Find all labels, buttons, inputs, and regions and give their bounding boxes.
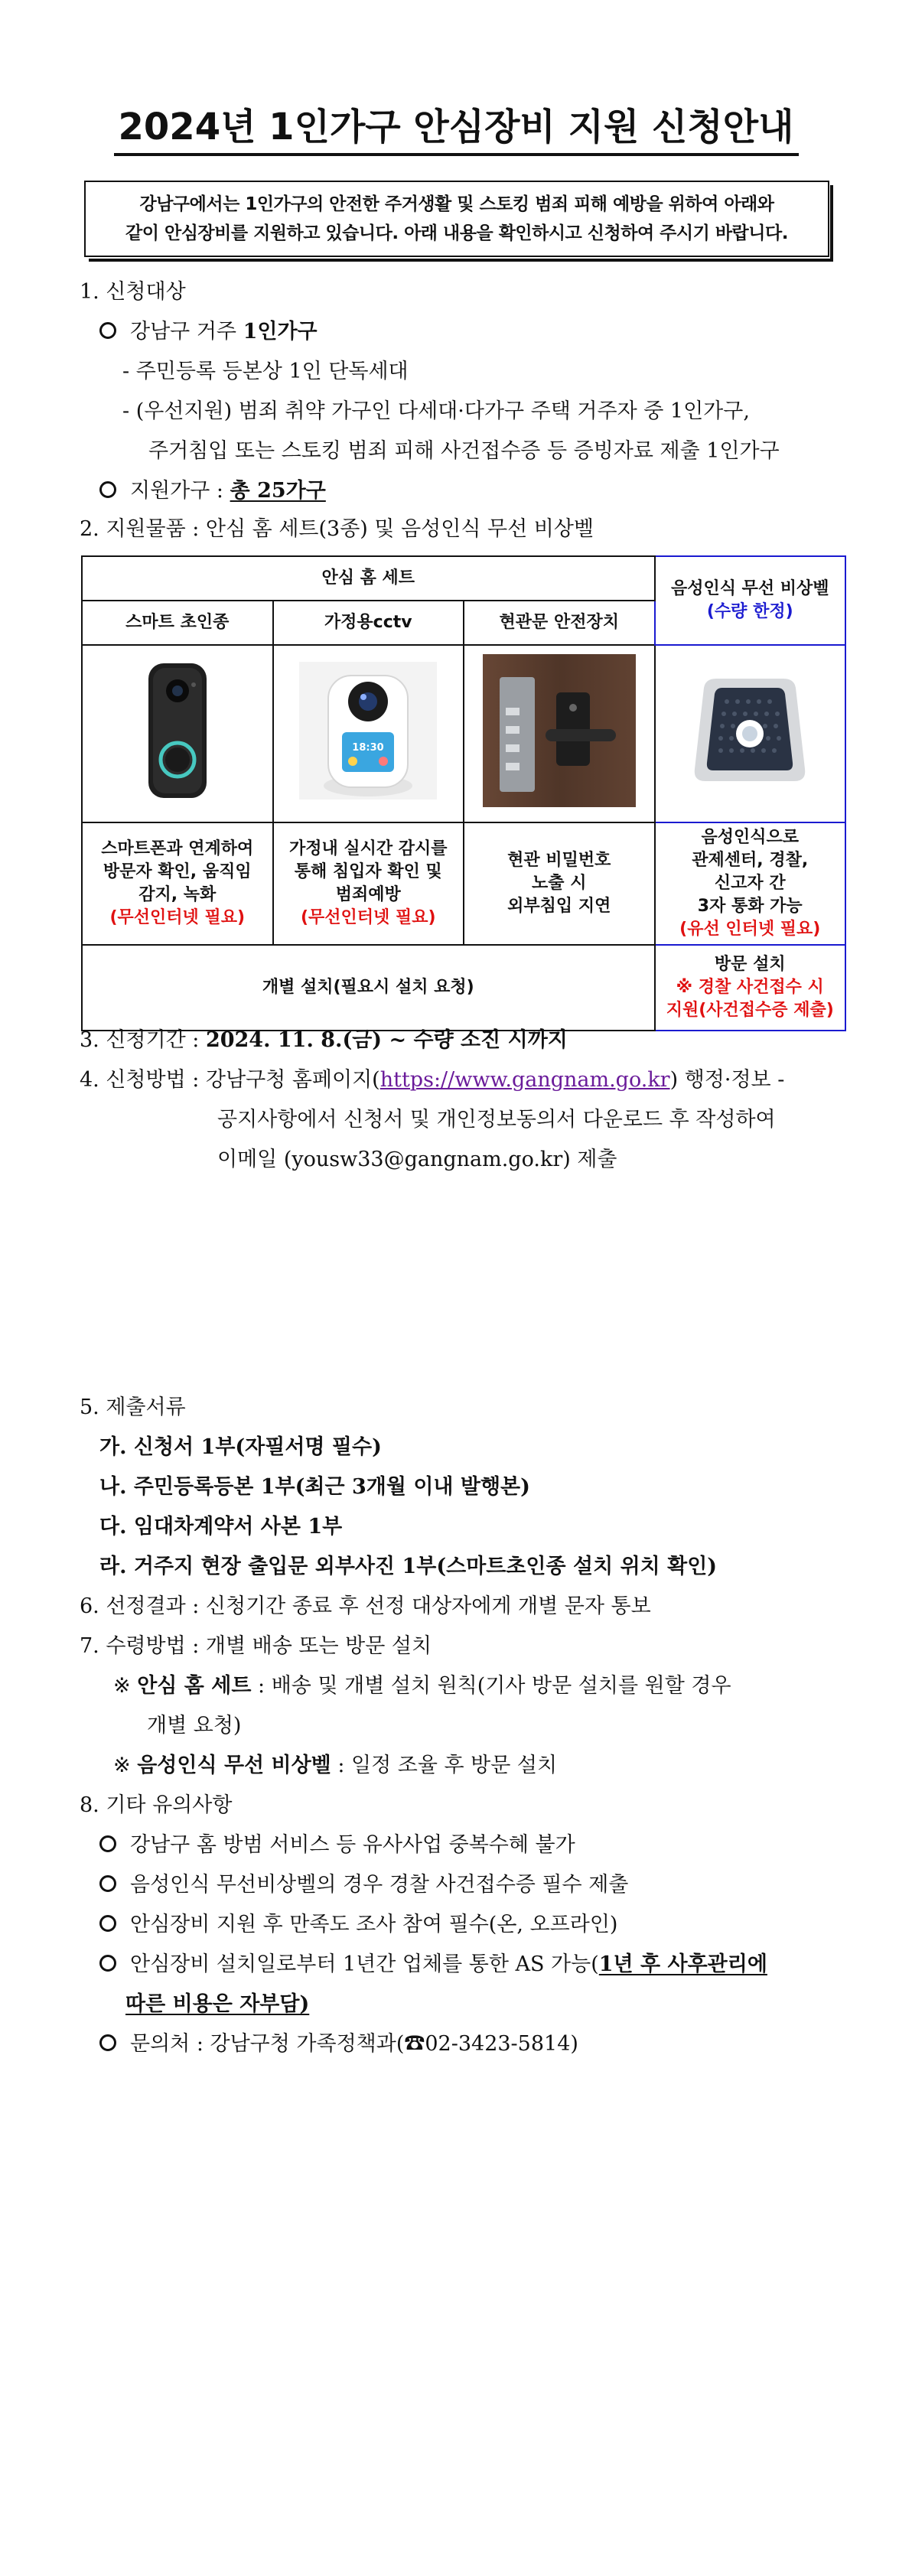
doorlock-image-cell bbox=[464, 645, 655, 822]
bullet-circle-icon bbox=[99, 481, 116, 498]
section4-prefix: 4. 신청방법 : 강남구청 홈페이지( bbox=[80, 1068, 380, 1092]
equipment-table bbox=[81, 555, 846, 1031]
table-col3-desc-3: 외부침입 지연 bbox=[507, 897, 611, 916]
section8-heading: 8. 기타 유의사항 bbox=[80, 1793, 233, 1817]
section7-heading: 7. 수령방법 : 개별 배송 또는 방문 설치 bbox=[80, 1634, 432, 1658]
bullet-circle-icon bbox=[99, 2034, 116, 2051]
door-lock-icon bbox=[483, 654, 636, 807]
table-col4-desc-note: (유선 인터넷 필요) bbox=[679, 920, 821, 939]
table-col4-desc-3: 신고자 간 bbox=[714, 874, 786, 893]
table-col4-desc bbox=[655, 822, 846, 945]
section8-b3-text: 안심장비 지원 후 만족도 조사 참여 필수(온, 오프라인) bbox=[130, 1913, 618, 1936]
section3-period: 2024. 11. 8.(금) ~ 수량 소진 시까지 bbox=[205, 1028, 568, 1052]
section4-line-2: 공지사항에서 신청서 및 개인정보동의서 다운로드 후 작성하여 bbox=[217, 1108, 776, 1132]
section5-item-3: 다. 임대차계약서 사본 1부 bbox=[99, 1515, 343, 1539]
section8-b4-bold-2: 따른 비용은 자부담) bbox=[125, 1992, 310, 2016]
table-col3-desc-1: 현관 비밀번호 bbox=[507, 851, 611, 870]
bullet-circle-icon bbox=[99, 1955, 116, 1972]
section1-detail-1: - 주민등록 등본상 1인 단독세대 bbox=[122, 360, 409, 383]
cctv-image-cell bbox=[273, 645, 464, 822]
table-col1-header: 스마트 초인종 bbox=[82, 601, 273, 645]
notice-line-2: 같이 안심장비를 지원하고 있습니다. 아래 내용을 확인하시고 신청하여 주시기 바랍니다. bbox=[125, 223, 788, 243]
section8-bullet-2 bbox=[99, 1871, 628, 1899]
section1-heading: 1. 신청대상 bbox=[80, 280, 186, 304]
section4-line-1 bbox=[80, 1067, 784, 1094]
voice-panic-bell-icon bbox=[673, 654, 826, 807]
section8-bullet-5 bbox=[99, 2031, 578, 2058]
section1-b1-text: 강남구 거주 bbox=[130, 320, 243, 344]
document-title-wrap bbox=[0, 104, 912, 156]
section7-note-2-mark: ※ bbox=[113, 1754, 138, 1777]
table-install-right-1: 방문 설치 bbox=[714, 955, 786, 974]
section5-item-4: 라. 거주지 현장 출입문 외부사진 1부(스마트초인종 설치 위치 확인) bbox=[99, 1555, 718, 1578]
table-col2-desc bbox=[273, 822, 464, 945]
section1-b2-text: 지원가구 : bbox=[130, 479, 230, 503]
section2-heading: 2. 지원물품 : 안심 홈 세트(3종) 및 음성인식 무선 비상벨 bbox=[80, 517, 594, 541]
section7-note-1-rest: : 배송 및 개별 설치 원칙(기사 방문 설치를 원할 경우 bbox=[251, 1674, 731, 1698]
table-install-right-3: 지원(사건접수증 제출) bbox=[666, 1001, 834, 1020]
homepage-link[interactable]: https://www.gangnam.go.kr bbox=[379, 1068, 670, 1092]
table-col4-desc-2: 관제센터, 경찰, bbox=[692, 851, 809, 870]
section7-note-2 bbox=[113, 1752, 557, 1780]
section8-b4-bold-1: 1년 후 사후관리에 bbox=[598, 1952, 767, 1976]
section7-note-1-line2: 개별 요청) bbox=[147, 1714, 242, 1737]
table-col1-desc bbox=[82, 822, 273, 945]
table-col3-desc bbox=[464, 822, 655, 945]
table-col2-note: (무선인터넷 필요) bbox=[300, 908, 436, 927]
table-col1-desc-2: 방문자 확인, 움직임 bbox=[103, 862, 252, 881]
bullet-circle-icon bbox=[99, 322, 116, 339]
section8-b2-text: 음성인식 무선비상벨의 경우 경찰 사건접수증 필수 제출 bbox=[130, 1873, 629, 1897]
table-col2-header: 가정용cctv bbox=[273, 601, 464, 645]
section4-line-3: 이메일 (yousw33@gangnam.go.kr) 제출 bbox=[217, 1148, 617, 1171]
table-col4-desc-4: 3자 통화 가능 bbox=[697, 897, 803, 916]
section8-bullet-1 bbox=[99, 1832, 575, 1859]
section1-bullet-1 bbox=[99, 318, 318, 346]
section3-prefix: 3. 신청기간 : bbox=[80, 1028, 206, 1052]
table-col4-desc-1: 음성인식으로 bbox=[701, 828, 799, 847]
notice-box bbox=[84, 181, 829, 257]
table-col2-desc-1: 가정내 실시간 감시를 bbox=[288, 839, 448, 858]
table-install-left: 개별 설치(필요시 설치 요청) bbox=[82, 945, 655, 1031]
section6-line: 6. 선정결과 : 신청기간 종료 후 선정 대상자에게 개별 문자 통보 bbox=[80, 1594, 651, 1618]
table-col4-header bbox=[655, 556, 846, 645]
section8-b5-text: 문의처 : 강남구청 가족정책과(☎02-3423-5814) bbox=[130, 2032, 578, 2056]
bullet-circle-icon bbox=[99, 1915, 116, 1932]
section1-bullet-2 bbox=[99, 477, 326, 505]
table-col1-desc-3: 감지, 녹화 bbox=[138, 885, 217, 904]
section5-item-1: 가. 신청서 1부(자필서명 필수) bbox=[99, 1435, 382, 1459]
table-col2-desc-2: 통해 침입자 확인 및 bbox=[294, 862, 442, 881]
home-cctv-icon bbox=[292, 654, 445, 807]
table-col1-note: (무선인터넷 필요) bbox=[109, 908, 246, 927]
table-col4-note: (수량 한정) bbox=[706, 602, 793, 621]
section1-detail-2a: - (우선지원) 범죄 취약 가구인 다세대·다가구 주택 거주자 중 1인가구, bbox=[122, 399, 750, 423]
table-col1-desc-1: 스마트폰과 연계하여 bbox=[101, 839, 254, 858]
smart-doorbell-icon bbox=[101, 654, 254, 807]
document-title: 2024년 1인가구 안심장비 지원 신청안내 bbox=[114, 104, 799, 156]
bullet-circle-icon bbox=[99, 1835, 116, 1852]
table-col3-header: 현관문 안전장치 bbox=[464, 601, 655, 645]
section7-note-1-mark: ※ bbox=[113, 1674, 138, 1698]
section8-b4-text: 안심장비 설치일로부터 1년간 업체를 통한 AS 가능( bbox=[130, 1952, 599, 1976]
panic-bell-image-cell bbox=[655, 645, 846, 822]
table-install-right-2: ※ 경찰 사건접수 시 bbox=[676, 978, 824, 997]
table-col3-desc-2: 노출 시 bbox=[532, 874, 587, 893]
doorbell-image-cell bbox=[82, 645, 273, 822]
section5-item-2: 나. 주민등록등본 1부(최근 3개월 이내 발행본) bbox=[99, 1475, 530, 1499]
section7-note-2-bold: 음성인식 무선 비상벨 bbox=[137, 1754, 331, 1777]
section7-note-1-bold: 안심 홈 세트 bbox=[137, 1674, 252, 1698]
section7-note-1 bbox=[113, 1672, 731, 1700]
cctv-screen-time: 18:30 bbox=[352, 741, 384, 754]
section4-suffix: ) 행정·정보 - bbox=[669, 1068, 785, 1092]
table-col2-desc-3: 범죄예방 bbox=[335, 885, 401, 904]
table-group-header: 안심 홈 세트 bbox=[82, 556, 655, 601]
section1-b2-bold: 총 25가구 bbox=[230, 479, 326, 503]
table-install-right bbox=[655, 945, 846, 1031]
section5-heading: 5. 제출서류 bbox=[80, 1395, 186, 1419]
section1-detail-2b: 주거침입 또는 스토킹 범죄 피해 사건접수증 등 증빙자료 제출 1인가구 bbox=[148, 439, 780, 463]
bullet-circle-icon bbox=[99, 1875, 116, 1892]
section8-bullet-4 bbox=[99, 1951, 767, 1978]
table-col4-title: 음성인식 무선 비상벨 bbox=[670, 579, 829, 598]
section8-b1-text: 강남구 홈 방범 서비스 등 유사사업 중복수혜 불가 bbox=[130, 1833, 575, 1857]
section7-note-2-rest: : 일정 조율 후 방문 설치 bbox=[331, 1754, 558, 1777]
section3-line bbox=[80, 1027, 568, 1054]
section1-b1-bold: 1인가구 bbox=[243, 320, 318, 344]
notice-line-1: 강남구에서는 1인가구의 안전한 주거생활 및 스토킹 범죄 피해 예방을 위하여 아래와 bbox=[139, 194, 774, 214]
section8-bullet-3 bbox=[99, 1911, 617, 1939]
